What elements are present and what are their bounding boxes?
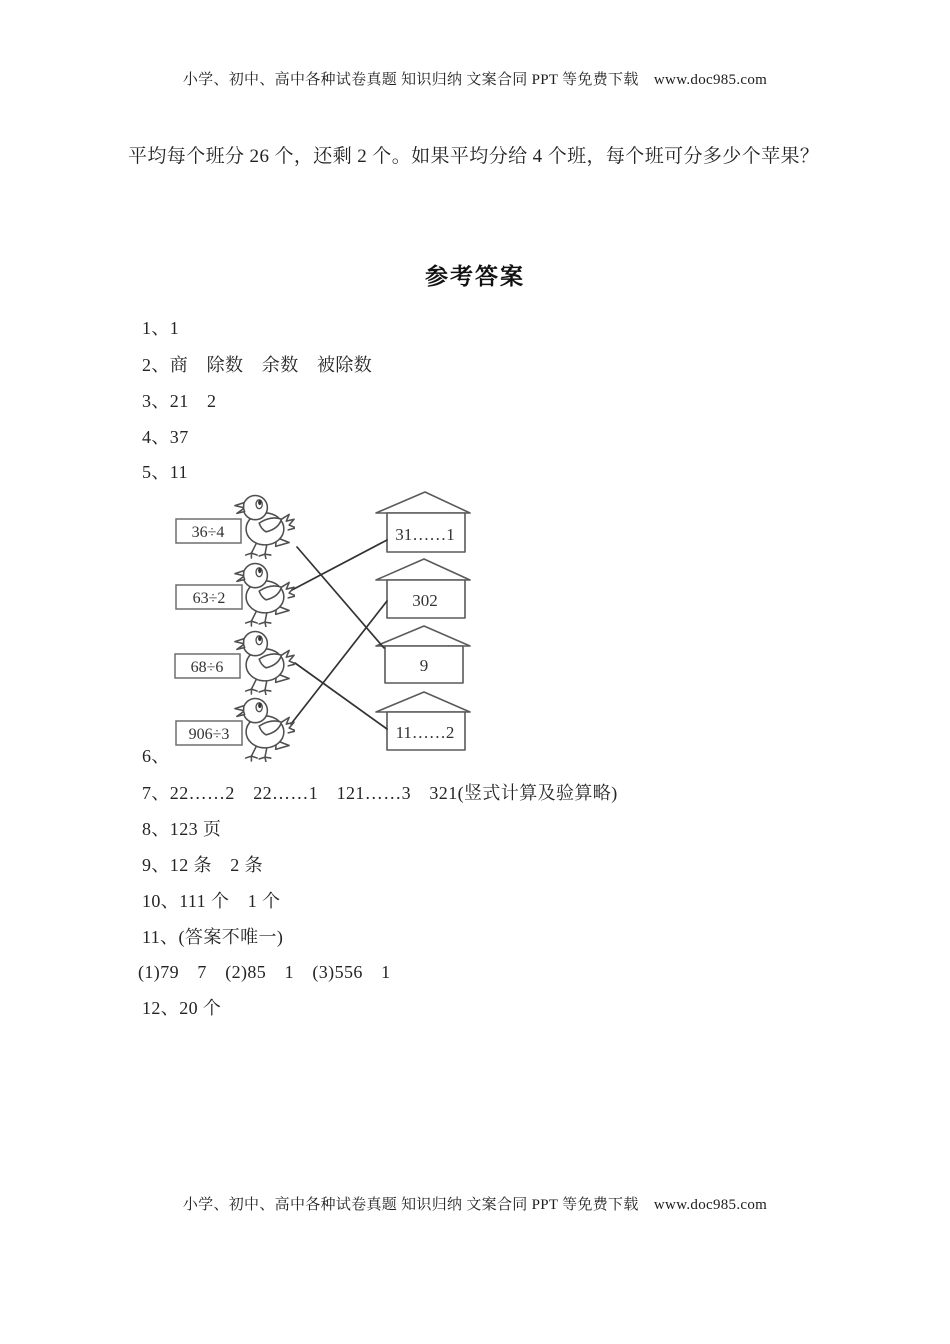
answer-item-10: 10、111 个 1 个 [142,891,281,911]
answer-item-3: 3、21 2 [142,391,217,411]
question-text: 平均每个班分 26 个，还剩 2 个。如果平均分给 4 个班，每个班可分多少个苹果？ [128,146,820,167]
connection-line-63d2-to-31r1 [292,540,387,590]
connection-line-36d4-to-9 [297,547,384,648]
matching-diagram [150,485,550,777]
answer-item-1: 1、1 [142,318,180,338]
answer-item-7: 7、22……2 22……1 121……3 321(竖式计算及验算略) [142,783,618,803]
answer-item-11: 11、(答案不唯一) [142,927,284,947]
answer-item-6: 6、 [142,746,170,766]
chick-icon [235,631,296,694]
chick-icon [235,495,296,558]
answer-item-4: 4、37 [142,427,189,447]
connection-line-68d6-to-11r2 [295,663,387,729]
answer-item-2: 2、商 除数 余数 被除数 [142,355,373,375]
answer-item-5: 5、11 [142,462,188,482]
connection-line-906d3-to-302 [291,601,387,724]
answer-item-8: 8、123 页 [142,819,222,839]
problem-label-2: 63÷2 [192,590,226,607]
chick-icon [235,563,296,626]
house-label-3: 9 [419,656,429,675]
answers-title: 参考答案 [425,264,525,289]
answer-item-9: 9、12 条 2 条 [142,855,263,875]
answer-item-11-detail: (1)79 7 (2)85 1 (3)556 1 [138,962,391,982]
answer-item-12: 12、20 个 [142,998,222,1018]
problem-label-1: 36÷4 [191,524,225,541]
house-label-2: 302 [412,591,438,610]
header-watermark: 小学、初中、高中各种试卷真题 知识归纳 文案合同 PPT 等免费下载 www.doc985.com [182,72,768,88]
problem-label-4: 906÷3 [188,726,230,743]
house-label-4: 11……2 [395,723,455,742]
footer-watermark: 小学、初中、高中各种试卷真题 知识归纳 文案合同 PPT 等免费下载 www.doc985.com [182,1197,768,1213]
chick-icon [235,698,296,761]
house-label-1: 31……1 [395,525,455,544]
problem-label-3: 68÷6 [190,659,224,676]
